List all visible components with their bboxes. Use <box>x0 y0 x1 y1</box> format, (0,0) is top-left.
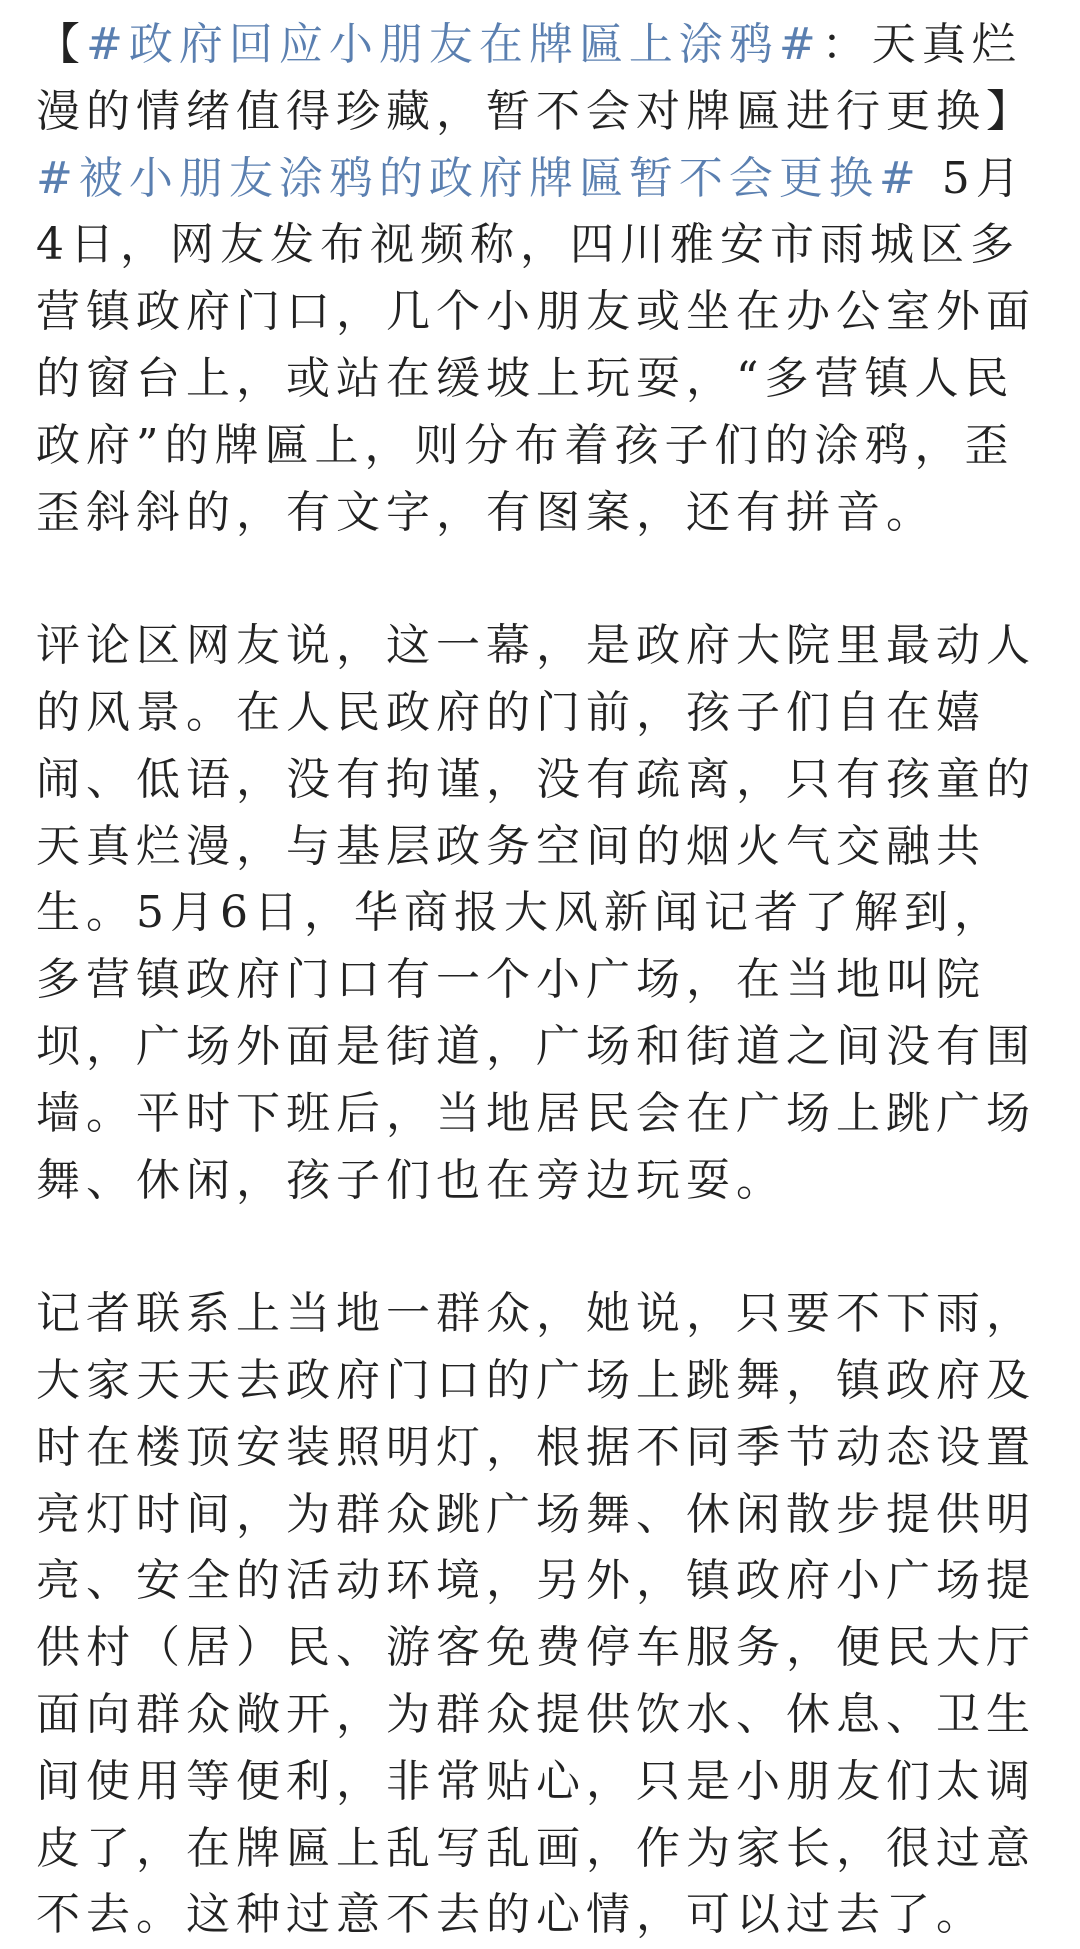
paragraph-1 <box>36 12 1046 546</box>
paragraph-spacer <box>36 1214 1046 1281</box>
paragraph-2: 评论区网友说，这一幕，是政府大院里最动人的风景。在人民政府的门前，孩子们自在嬉闹、低语，没有拘谨，没有疏离，只有孩童的天真烂漫，与基层政务空间的烟火气交融共生。5月6日，华商报大风新闻记者了解到，多营镇政府门口有一个小广场，在当地叫院坝，广场外面是街道，广场和街道之间没有围墙。平时下班后，当地居民会在广场上跳广场舞、休闲，孩子们也在旁边玩耍。 <box>36 620 1036 1206</box>
open-bracket: 【 <box>36 19 86 70</box>
paragraph-3: 记者联系上当地一群众，她说，只要不下雨，大家天天去政府门口的广场上跳舞，镇政府及时在楼顶安装照明灯，根据不同季节动态设置亮灯时间，为群众跳广场舞、休闲散步提供明亮、安全的活动环境，另外，镇政府小广场提供村（居）民、游客免费停车服务，便民大厅面向群众敞开，为群众提供饮水、休息、卫生间使用等便利，非常贴心，只是小朋友们太调皮了，在牌匾上乱写乱画，作为家长，很过意不去。这种过意不去的心情，可以过去了。 <box>36 1288 1036 1941</box>
headline-summary: ：天真烂漫的情绪值得珍藏，暂不会对牌匾进行更换 <box>36 19 1022 137</box>
post-body <box>36 12 1046 1949</box>
paragraph-spacer <box>36 546 1046 613</box>
hashtag-link-2[interactable]: #被小朋友涂鸦的政府牌匾暂不会更换# <box>36 152 922 204</box>
close-bracket: 】 <box>986 85 1036 137</box>
paragraph-1-text: 5月4日，网友发布视频称，四川雅安市雨城区多营镇政府门口，几个小朋友或坐在办公室外面的窗台上，或站在缓坡上玩耍，“多营镇人民政府”的牌匾上，则分布着孩子们的涂鸦，歪歪斜斜的，有文字，有图案，还有拼音。 <box>36 152 1036 538</box>
hashtag-link-1[interactable]: #政府回应小朋友在牌匾上涂鸦# <box>86 19 822 70</box>
